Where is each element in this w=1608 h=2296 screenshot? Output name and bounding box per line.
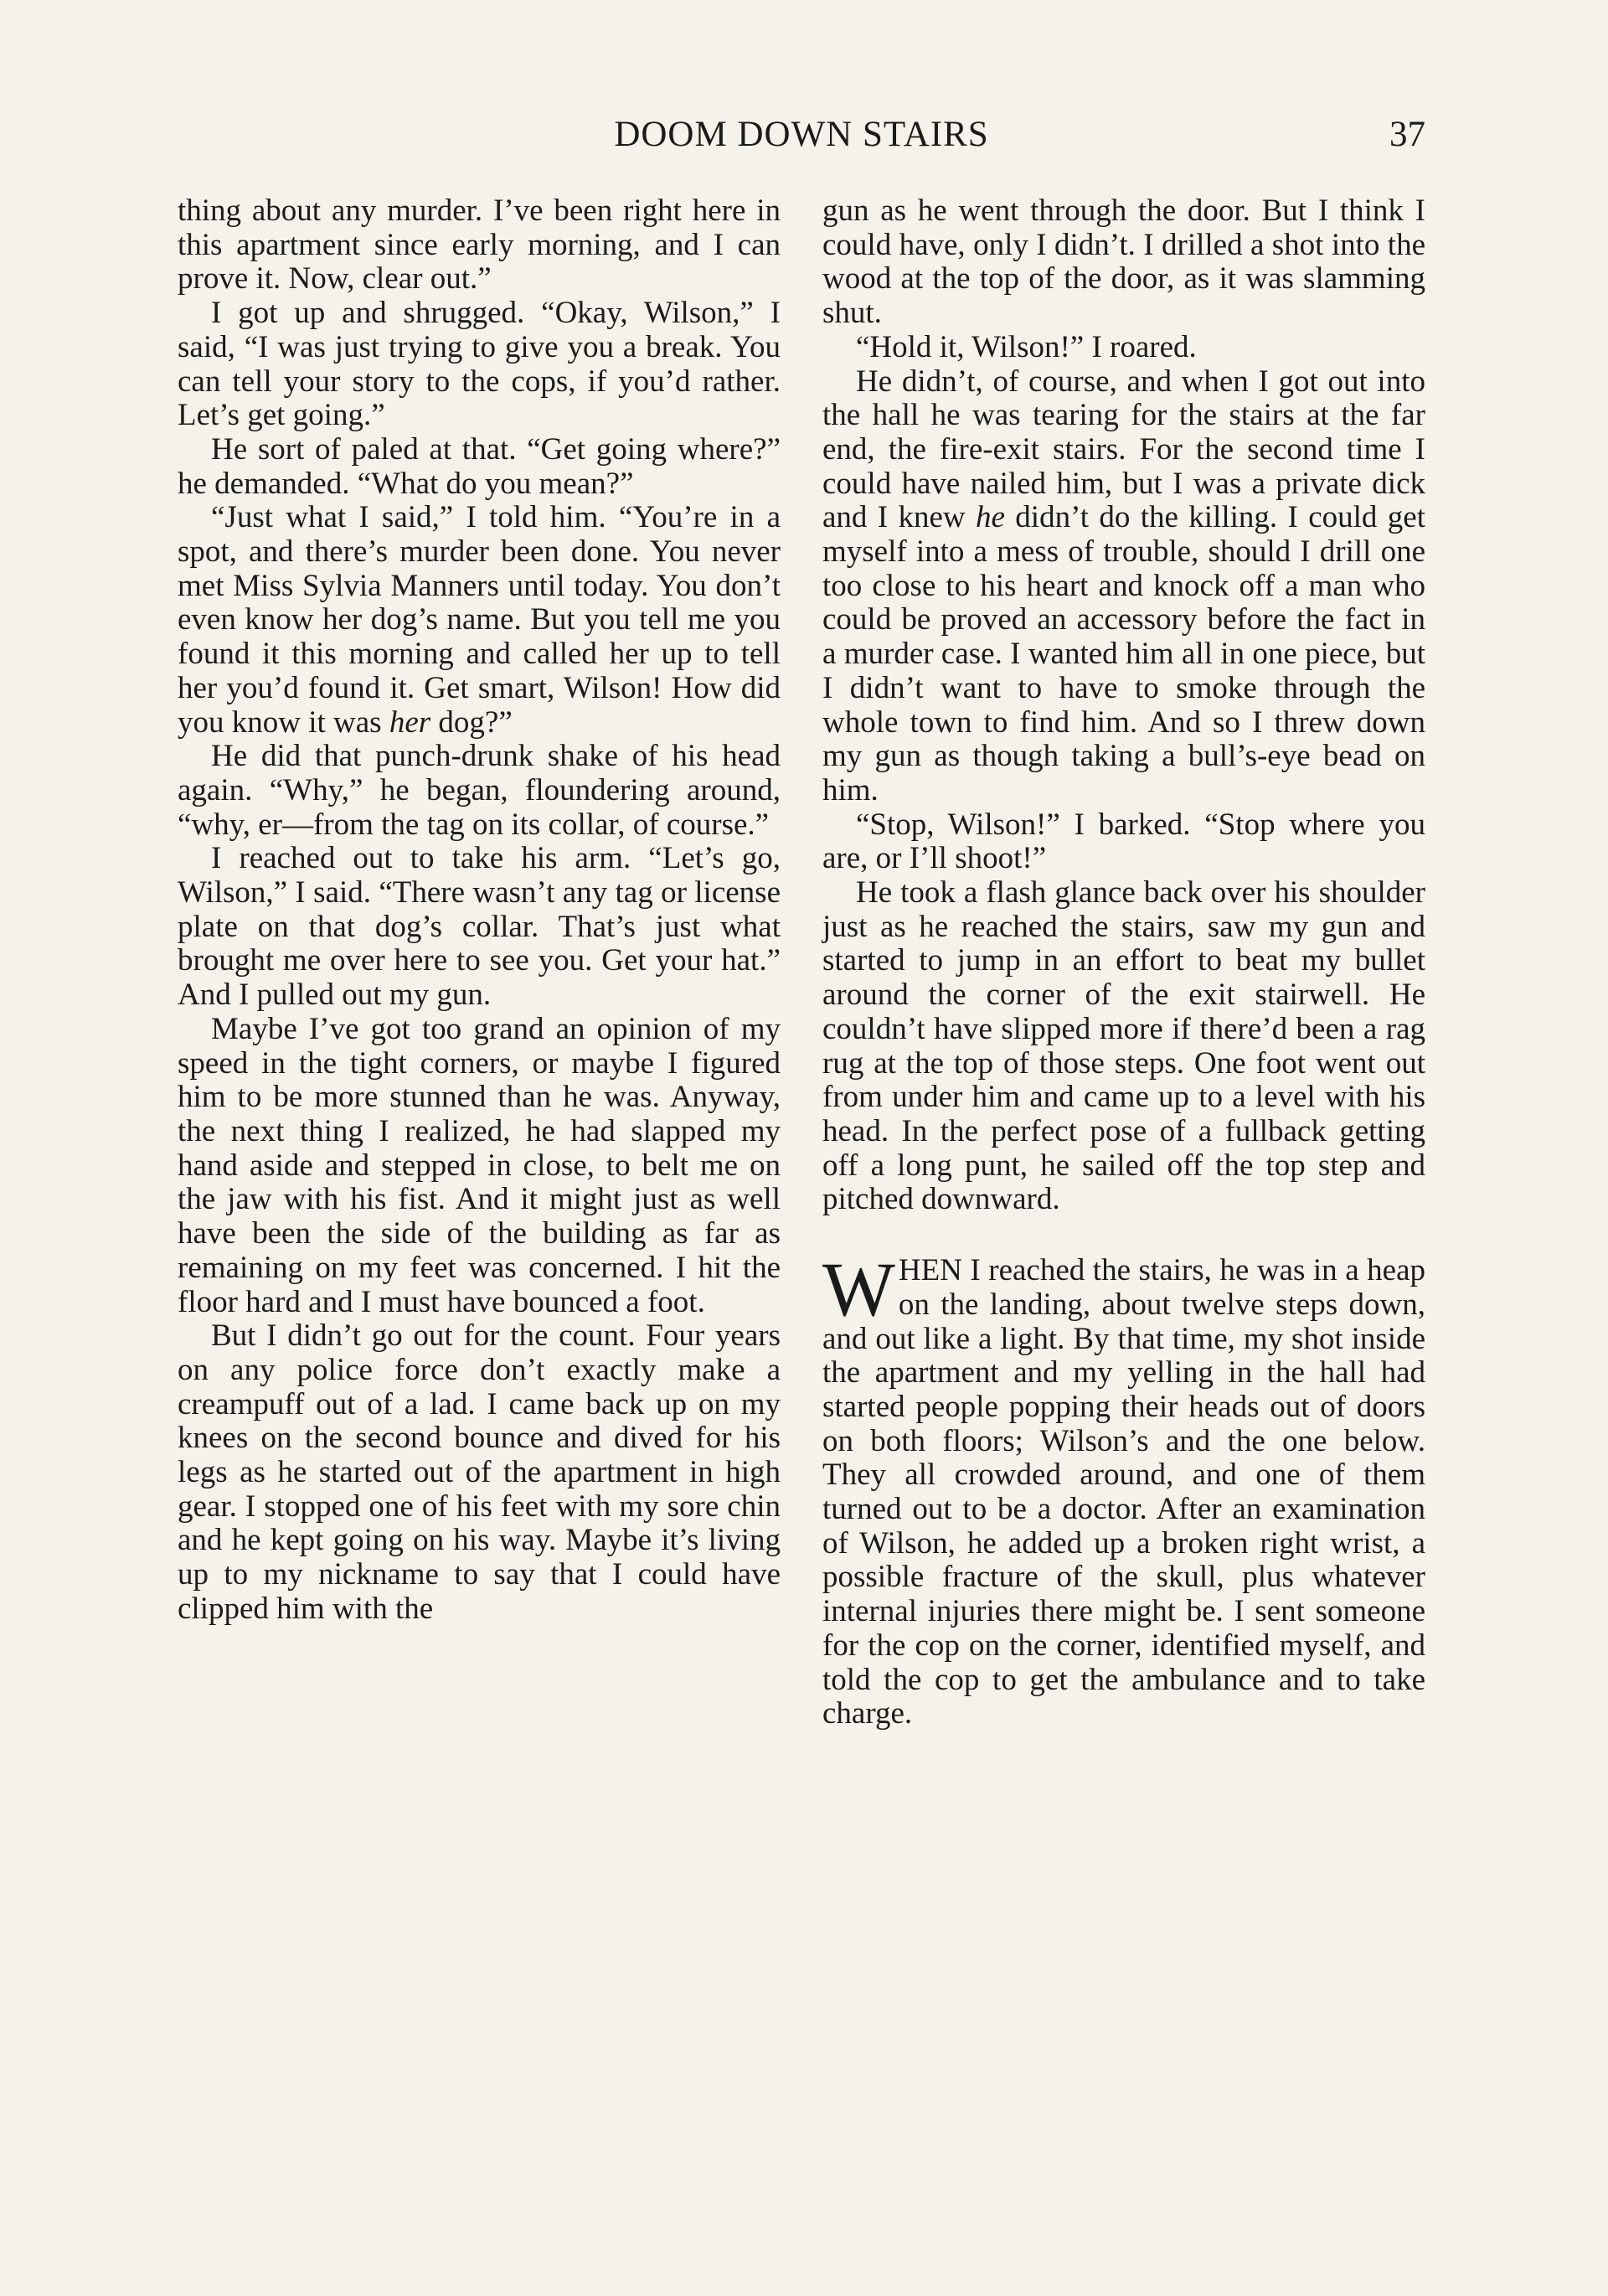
- running-title: DOOM DOWN STAIRS: [614, 115, 989, 154]
- paragraph: He sort of paled at that. “Get going where?” he demanded. “What do you mean?”: [178, 431, 781, 501]
- emphasis-text: he: [975, 500, 1005, 535]
- emphasis-text: her: [389, 704, 431, 740]
- page-number: 37: [1389, 115, 1425, 154]
- paragraph-text: I reached the stairs, he was in a heap on the landing, about twelve steps down, and out like a light. By that time, my shot inside the apartment and my yelling in the hall had started people popping their heads out of doors on both floors; Wilson’s and the one below. They all crowded around, and one of them turned out to be a doctor. After an examination of Wilson, he added up a broken right wrist, a possible fracture of the skull, plus whatever internal injuries there might be. I sent someone for the cop on the corner, identified myself, and told the cop to get the ambulance and to take charge.: [822, 1253, 1425, 1731]
- paragraph: [822, 1246, 1425, 1731]
- paragraph: I got up and shrugged. “Okay, Wilson,” I said, “I was just trying to give you a break. You can tell your story to the cops, if you’d rather. Let’s get going.”: [178, 296, 781, 433]
- paragraph-text: dog?”: [430, 704, 513, 740]
- paragraph: “Hold it, Wilson!” I roared.: [856, 329, 1197, 364]
- paragraph: thing about any murder. I’ve been right here in this apartment since early morning, and I can prove it. Now, clear out.”: [178, 193, 781, 297]
- drop-cap: W: [822, 1246, 895, 1333]
- section-break: [822, 1217, 1425, 1254]
- paragraph-text: “Just what I said,” I told him. “You’re in a spot, and there’s murder been done. You never met Miss Sylvia Manners until today. You don’t even know her dog’s name. But you tell me you found it this morning and called her up to tell her you’d found it. Get smart, Wilson! How did you know it was: [178, 500, 781, 740]
- paragraph: [822, 365, 1425, 808]
- paragraph: gun as he went through the door. But I think I could have, only I didn’t. I drilled a shot into the wood at the top of the door, as it was slamming shut.: [822, 193, 1425, 331]
- paragraph: [178, 501, 781, 740]
- paragraph: He took a flash glance back over his shoulder just as he reached the stairs, saw my gun and started to jump in an effort to beat my bullet around the corner of the exit stairwell. He couldn’t have slipped more if there’d been a rag rug at the top of those steps. One foot went out from under him and came up to a level with his head. In the perfect pose of a fullback getting off a long punt, he sailed off the top step and pitched downward.: [822, 875, 1425, 1217]
- paragraph: But I didn’t go out for the count. Four years on any police force don’t exactly make a creampuff out of a lad. I came back up on my knees on the second bounce and dived for his legs as he started out of the apartment in high gear. I stopped one of his feet with my sore chin and he kept going on his way. Maybe it’s living up to my nickname to say that I could have clipped him with the: [178, 1318, 781, 1626]
- left-column: [178, 194, 781, 1627]
- right-column: [822, 194, 1425, 1731]
- paragraph-text: didn’t do the killing. I could get myself into a mess of trouble, should I drill one too close to his heart and knock off a man who could be proved an accessory before the fact in a murder case. I wanted him all in one piece, but I didn’t want to have to smoke through the whole town to find him. And so I threw down my gun as though taking a bull’s-eye bead on him.: [822, 500, 1425, 807]
- running-head: [178, 114, 1425, 156]
- small-caps-text: HEN: [898, 1253, 962, 1288]
- paragraph: He did that punch-drunk shake of his head again. “Why,” he began, floundering around, “why, er—from the tag on its collar, of course.”: [178, 739, 781, 842]
- paragraph: I reached out to take his arm. “Let’s go, Wilson,” I said. “There wasn’t any tag or license plate on that dog’s collar. That’s just what brought me over here to see you. Get your hat.” And I pulled out my gun.: [178, 841, 781, 1013]
- paragraph-text: He didn’t, of course, and when I got out into the hall he was tearing for the stairs at the far end, the fire-exit stairs. For the second time I could have nailed him, but I was a private dick and I knew: [822, 364, 1425, 535]
- paragraph: Maybe I’ve got too grand an opinion of my speed in the tight corners, or maybe I figured him to be more stunned than he was. Anyway, the next thing I realized, he had slapped my hand aside and stepped in close, to belt me on the jaw with his fist. And it might just as well have been the side of the building as far as remaining on my feet was concerned. I hit the floor hard and I must have bounced a foot.: [178, 1011, 781, 1319]
- paragraph: “Stop, Wilson!” I barked. “Stop where you are, or I’ll shoot!”: [822, 807, 1425, 876]
